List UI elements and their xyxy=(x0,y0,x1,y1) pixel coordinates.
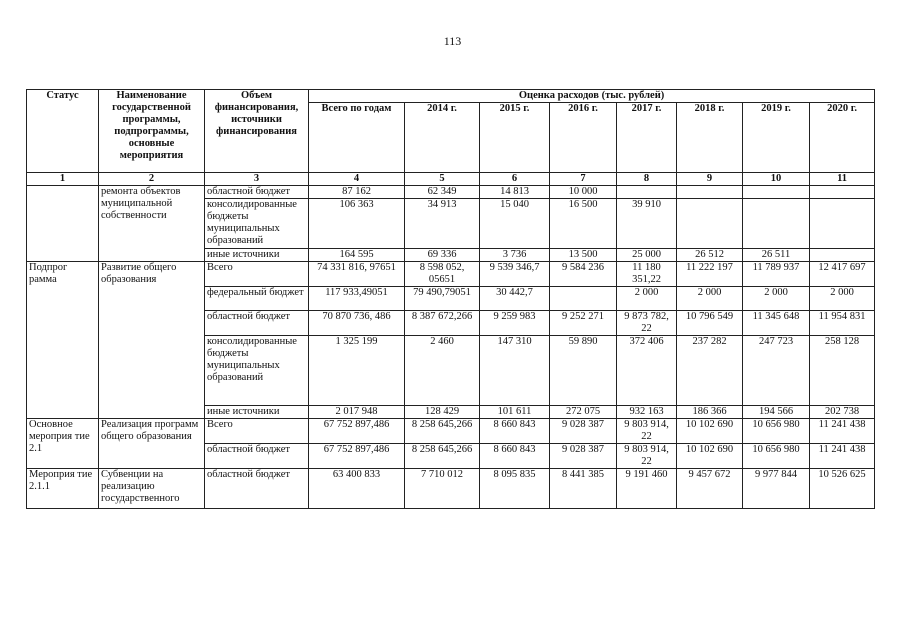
row-status: Основное мероприя тие 2.1 xyxy=(27,419,99,469)
amount-cell: 14 813 xyxy=(480,186,550,199)
amount-cell: 9 028 387 xyxy=(550,444,617,469)
funding-source: областной бюджет xyxy=(205,444,309,469)
table-row xyxy=(27,469,875,509)
amount-cell: 9 191 460 xyxy=(617,469,677,509)
amount-cell: 67 752 897,486 xyxy=(309,444,405,469)
row-program-name: ремонта объектов муниципальной собственности xyxy=(99,186,205,262)
amount-cell: 932 163 xyxy=(617,406,677,419)
amount-cell: 8 258 645,266 xyxy=(405,419,480,444)
amount-cell xyxy=(743,199,810,249)
amount-cell: 26 512 xyxy=(677,249,743,262)
amount-cell: 8 258 645,266 xyxy=(405,444,480,469)
row-program-name: Развитие общего образования xyxy=(99,262,205,419)
funding-source: областной бюджет xyxy=(205,469,309,509)
amount-cell: 8 660 843 xyxy=(480,419,550,444)
amount-cell: 30 442,7 xyxy=(480,287,550,311)
amount-cell: 8 095 835 xyxy=(480,469,550,509)
amount-cell: 258 128 xyxy=(810,336,875,406)
amount-cell: 10 656 980 xyxy=(743,419,810,444)
amount-cell xyxy=(743,186,810,199)
amount-cell: 8 387 672,266 xyxy=(405,311,480,336)
amount-cell: 2 000 xyxy=(810,287,875,311)
amount-cell: 63 400 833 xyxy=(309,469,405,509)
header-total: Всего по годам xyxy=(309,103,405,173)
amount-cell xyxy=(677,199,743,249)
amount-cell xyxy=(810,249,875,262)
budget-table xyxy=(26,89,875,509)
amount-cell: 59 890 xyxy=(550,336,617,406)
amount-cell: 10 656 980 xyxy=(743,444,810,469)
amount-cell: 9 584 236 xyxy=(550,262,617,287)
amount-cell: 26 511 xyxy=(743,249,810,262)
amount-cell: 11 345 648 xyxy=(743,311,810,336)
amount-cell: 117 933,49051 xyxy=(309,287,405,311)
table-row xyxy=(27,262,875,287)
amount-cell: 11 789 937 xyxy=(743,262,810,287)
amount-cell: 34 913 xyxy=(405,199,480,249)
amount-cell: 2 000 xyxy=(677,287,743,311)
amount-cell xyxy=(550,287,617,311)
column-number: 5 xyxy=(405,173,480,186)
amount-cell: 69 336 xyxy=(405,249,480,262)
funding-source: областной бюджет xyxy=(205,186,309,199)
amount-cell: 9 803 914, 22 xyxy=(617,419,677,444)
amount-cell: 9 457 672 xyxy=(677,469,743,509)
header-year: 2015 г. xyxy=(480,103,550,173)
header-year: 2017 г. xyxy=(617,103,677,173)
page-number: 113 xyxy=(443,34,462,48)
amount-cell xyxy=(810,199,875,249)
amount-cell: 12 417 697 xyxy=(810,262,875,287)
amount-cell: 79 490,79051 xyxy=(405,287,480,311)
header-name: Наименование государственной программы, подпрограммы, основные мероприятия xyxy=(99,90,205,173)
amount-cell: 9 539 346,7 xyxy=(480,262,550,287)
amount-cell: 10 526 625 xyxy=(810,469,875,509)
amount-cell: 2 017 948 xyxy=(309,406,405,419)
funding-source: Всего xyxy=(205,262,309,287)
row-program-name: Реализация программ общего образования xyxy=(99,419,205,469)
amount-cell: 67 752 897,486 xyxy=(309,419,405,444)
amount-cell: 9 252 271 xyxy=(550,311,617,336)
amount-cell: 16 500 xyxy=(550,199,617,249)
amount-cell: 106 363 xyxy=(309,199,405,249)
amount-cell: 237 282 xyxy=(677,336,743,406)
header-year: 2020 г. xyxy=(810,103,875,173)
amount-cell: 9 028 387 xyxy=(550,419,617,444)
amount-cell: 74 331 816, 97651 xyxy=(309,262,405,287)
amount-cell: 2 000 xyxy=(743,287,810,311)
funding-source: иные источники xyxy=(205,249,309,262)
amount-cell: 11 222 197 xyxy=(677,262,743,287)
amount-cell: 11 954 831 xyxy=(810,311,875,336)
funding-source: федеральный бюджет xyxy=(205,287,309,311)
amount-cell: 8 660 843 xyxy=(480,444,550,469)
amount-cell: 39 910 xyxy=(617,199,677,249)
column-number: 4 xyxy=(309,173,405,186)
column-number: 9 xyxy=(677,173,743,186)
column-number: 11 xyxy=(810,173,875,186)
funding-source: областной бюджет xyxy=(205,311,309,336)
amount-cell: 202 738 xyxy=(810,406,875,419)
header-year: 2014 г. xyxy=(405,103,480,173)
amount-cell: 247 723 xyxy=(743,336,810,406)
amount-cell: 10 102 690 xyxy=(677,419,743,444)
amount-cell: 10 102 690 xyxy=(677,444,743,469)
amount-cell: 10 796 549 xyxy=(677,311,743,336)
amount-cell: 164 595 xyxy=(309,249,405,262)
amount-cell xyxy=(617,186,677,199)
funding-source: консолидированные бюджеты муниципальных образований xyxy=(205,336,309,406)
amount-cell: 272 075 xyxy=(550,406,617,419)
column-number: 10 xyxy=(743,173,810,186)
amount-cell: 25 000 xyxy=(617,249,677,262)
amount-cell: 3 736 xyxy=(480,249,550,262)
amount-cell: 87 162 xyxy=(309,186,405,199)
amount-cell: 8 441 385 xyxy=(550,469,617,509)
amount-cell: 62 349 xyxy=(405,186,480,199)
column-number: 1 xyxy=(27,173,99,186)
table-body xyxy=(27,186,875,509)
header-funding: Объем финансирования, источники финансирования xyxy=(205,90,309,173)
amount-cell: 147 310 xyxy=(480,336,550,406)
row-status: Подпрог рамма xyxy=(27,262,99,419)
amount-cell: 9 259 983 xyxy=(480,311,550,336)
amount-cell xyxy=(677,186,743,199)
column-number: 3 xyxy=(205,173,309,186)
header-year: 2016 г. xyxy=(550,103,617,173)
amount-cell: 7 710 012 xyxy=(405,469,480,509)
header-status: Статус xyxy=(27,90,99,173)
amount-cell: 11 241 438 xyxy=(810,419,875,444)
amount-cell: 101 611 xyxy=(480,406,550,419)
funding-source: Всего xyxy=(205,419,309,444)
amount-cell: 2 460 xyxy=(405,336,480,406)
header-estimate: Оценка расходов (тыс. рублей) xyxy=(309,90,875,103)
amount-cell: 194 566 xyxy=(743,406,810,419)
table-row xyxy=(27,186,875,199)
column-number: 8 xyxy=(617,173,677,186)
amount-cell: 128 429 xyxy=(405,406,480,419)
amount-cell: 70 870 736, 486 xyxy=(309,311,405,336)
amount-cell: 13 500 xyxy=(550,249,617,262)
row-status xyxy=(27,186,99,262)
row-status: Мероприя тие 2.1.1 xyxy=(27,469,99,509)
column-number: 2 xyxy=(99,173,205,186)
amount-cell: 2 000 xyxy=(617,287,677,311)
amount-cell: 9 977 844 xyxy=(743,469,810,509)
amount-cell: 9 873 782, 22 xyxy=(617,311,677,336)
amount-cell: 8 598 052, 05651 xyxy=(405,262,480,287)
column-number: 6 xyxy=(480,173,550,186)
amount-cell: 11 241 438 xyxy=(810,444,875,469)
amount-cell: 1 325 199 xyxy=(309,336,405,406)
column-number: 7 xyxy=(550,173,617,186)
table-row xyxy=(27,419,875,444)
amount-cell: 186 366 xyxy=(677,406,743,419)
amount-cell: 15 040 xyxy=(480,199,550,249)
funding-source: иные источники xyxy=(205,406,309,419)
amount-cell xyxy=(810,186,875,199)
amount-cell: 372 406 xyxy=(617,336,677,406)
row-program-name: Субвенции на реализацию государственного xyxy=(99,469,205,509)
funding-source: консолидированные бюджеты муниципальных образований xyxy=(205,199,309,249)
amount-cell: 11 180 351,22 xyxy=(617,262,677,287)
amount-cell: 9 803 914, 22 xyxy=(617,444,677,469)
amount-cell: 10 000 xyxy=(550,186,617,199)
header-year: 2018 г. xyxy=(677,103,743,173)
header-year: 2019 г. xyxy=(743,103,810,173)
